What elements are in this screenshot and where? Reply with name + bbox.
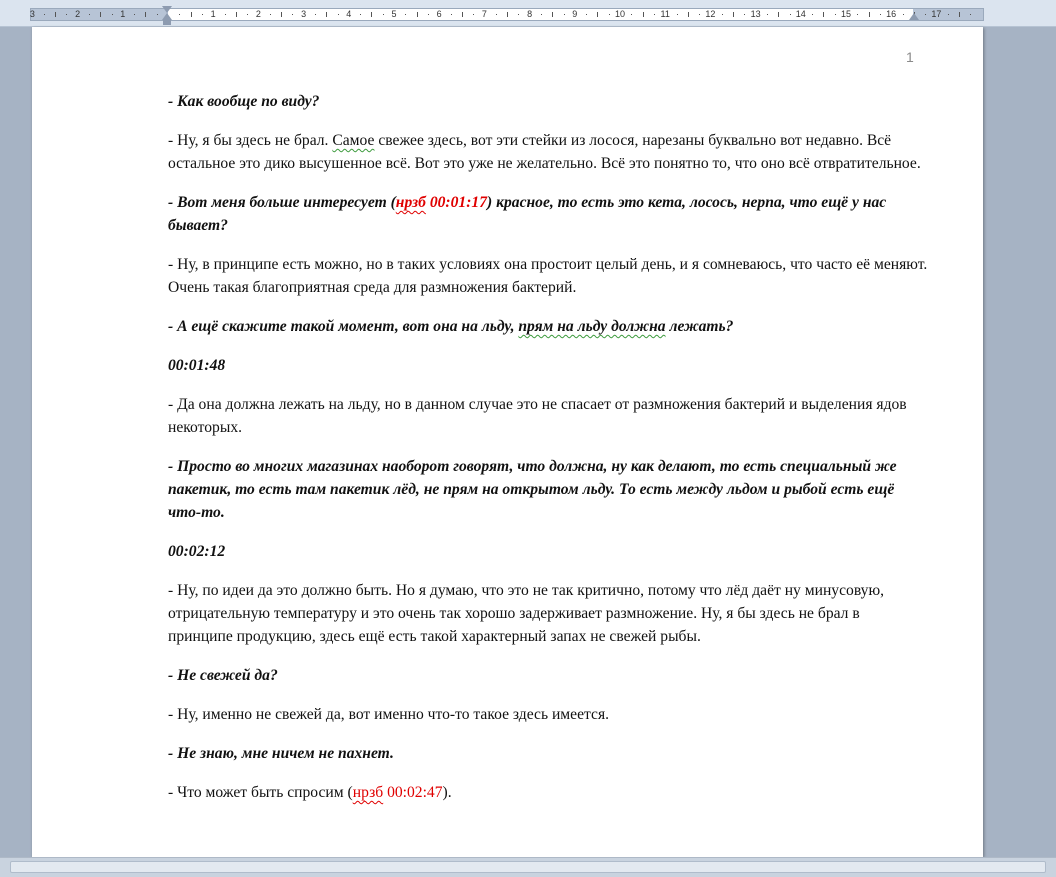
ruler-half-tick bbox=[597, 12, 598, 17]
ruler-label: 2 bbox=[75, 9, 81, 19]
ruler-label: 1 bbox=[120, 9, 126, 19]
ruler-quarter-tick bbox=[270, 14, 271, 15]
inaudible-timestamp: 00:02:47 bbox=[383, 784, 443, 801]
grammar-flagged-text: Самое bbox=[332, 132, 375, 149]
text-run: - Ну, в принципе есть можно, но в таких условиях она простоит целый день, и я сомневаюсь, что часто её меняют. Очень такая благоприятная среда для размножения бактерий. bbox=[168, 256, 928, 296]
text-run: - Просто во многих магазинах наоборот говорят, что должна, ну как делают, то есть специальный же пакетик, то есть там пакетик лёд, не прям на открытом льду. То есть между льдом и рыбой есть ещё что-то. bbox=[168, 458, 897, 521]
ruler-quarter-tick bbox=[654, 14, 655, 15]
interviewer-paragraph[interactable] bbox=[168, 455, 928, 524]
ruler-quarter-tick bbox=[134, 14, 135, 15]
ruler-quarter-tick bbox=[292, 14, 293, 15]
ruler-quarter-tick bbox=[541, 14, 542, 15]
interviewer-paragraph[interactable] bbox=[168, 315, 928, 338]
ruler-label: 2 bbox=[255, 9, 261, 19]
ruler-half-tick bbox=[778, 12, 779, 17]
ruler-half-tick bbox=[191, 12, 192, 17]
ruler-quarter-tick bbox=[338, 14, 339, 15]
ruler-label: 11 bbox=[660, 9, 670, 19]
ruler-label: 5 bbox=[391, 9, 397, 19]
ruler-label: 9 bbox=[572, 9, 578, 19]
ruler-half-tick bbox=[869, 12, 870, 17]
ruler-quarter-tick bbox=[744, 14, 745, 15]
left-indent-marker[interactable] bbox=[163, 20, 171, 25]
respondent-paragraph[interactable] bbox=[168, 703, 928, 726]
interviewer-paragraph[interactable] bbox=[168, 742, 928, 765]
text-run: - Ну, по идеи да это должно быть. Но я думаю, что это не так критично, потому что лёд даёт ну минусовую, отрицательную температуру и это очень так хорошо задерживает размножение. Ну, я бы здесь не брал в принципе продукцию, здесь ещё есть такой характерный запах не свежей рыбы. bbox=[168, 582, 884, 645]
respondent-paragraph[interactable] bbox=[168, 129, 928, 175]
ruler-half-tick bbox=[417, 12, 418, 17]
ruler-quarter-tick bbox=[157, 14, 158, 15]
interviewer-paragraph[interactable] bbox=[168, 191, 928, 237]
ruler-half-tick bbox=[236, 12, 237, 17]
ruler-quarter-tick bbox=[428, 14, 429, 15]
respondent-paragraph[interactable] bbox=[168, 393, 928, 439]
respondent-paragraph[interactable] bbox=[168, 579, 928, 648]
ruler-quarter-tick bbox=[812, 14, 813, 15]
ruler-quarter-tick bbox=[44, 14, 45, 15]
ruler-quarter-tick bbox=[925, 14, 926, 15]
horizontal-ruler[interactable] bbox=[0, 0, 1056, 27]
ruler-half-tick bbox=[281, 12, 282, 17]
page-number: 1 bbox=[906, 49, 914, 65]
ruler-quarter-tick bbox=[970, 14, 971, 15]
grammar-flagged-text: прям на льду должна bbox=[518, 318, 666, 335]
text-run: - Ну, я бы здесь не брал. bbox=[168, 132, 333, 149]
inaudible-marker: нрзб bbox=[395, 194, 426, 211]
document-body[interactable] bbox=[168, 90, 928, 820]
ruler-half-tick bbox=[100, 12, 101, 17]
ruler-half-tick bbox=[823, 12, 824, 17]
ruler-quarter-tick bbox=[790, 14, 791, 15]
respondent-paragraph[interactable] bbox=[168, 781, 928, 804]
ruler-label: 12 bbox=[705, 9, 716, 19]
ruler-half-tick bbox=[462, 12, 463, 17]
ruler-quarter-tick bbox=[247, 14, 248, 15]
ruler-quarter-tick bbox=[360, 14, 361, 15]
ruler-label: 10 bbox=[614, 9, 626, 19]
ruler-quarter-tick bbox=[66, 14, 67, 15]
ruler-label: 17 bbox=[931, 9, 942, 19]
ruler-label: 3 bbox=[301, 9, 307, 19]
interviewer-paragraph[interactable] bbox=[168, 664, 928, 687]
ruler-half-tick bbox=[733, 12, 734, 17]
ruler-label: 3 bbox=[29, 9, 35, 19]
ruler-quarter-tick bbox=[179, 14, 180, 15]
interviewer-paragraph[interactable] bbox=[168, 90, 928, 113]
ruler-half-tick bbox=[507, 12, 508, 17]
right-indent-marker[interactable] bbox=[909, 13, 919, 20]
ruler-quarter-tick bbox=[586, 14, 587, 15]
respondent-paragraph[interactable] bbox=[168, 253, 928, 299]
ruler-quarter-tick bbox=[383, 14, 384, 15]
ruler-half-tick bbox=[326, 12, 327, 17]
ruler-quarter-tick bbox=[89, 14, 90, 15]
text-run: - Как вообще по виду? bbox=[168, 93, 320, 110]
ruler-half-tick bbox=[371, 12, 372, 17]
text-run: 00:02:12 bbox=[168, 543, 226, 560]
ruler-quarter-tick bbox=[903, 14, 904, 15]
horizontal-scrollbar[interactable] bbox=[10, 861, 1046, 873]
ruler-label: 4 bbox=[346, 9, 352, 19]
ruler-half-tick bbox=[959, 12, 960, 17]
text-run: ). bbox=[442, 784, 452, 801]
ruler-quarter-tick bbox=[835, 14, 836, 15]
ruler-quarter-tick bbox=[880, 14, 881, 15]
ruler-quarter-tick bbox=[405, 14, 406, 15]
ruler-label: 15 bbox=[840, 9, 852, 19]
ruler-quarter-tick bbox=[722, 14, 723, 15]
text-run: - Не знаю, мне ничем не пахнет. bbox=[168, 745, 394, 762]
ruler-scale[interactable] bbox=[30, 8, 984, 21]
ruler-quarter-tick bbox=[564, 14, 565, 15]
ruler-quarter-tick bbox=[767, 14, 768, 15]
ruler-quarter-tick bbox=[496, 14, 497, 15]
ruler-quarter-tick bbox=[225, 14, 226, 15]
ruler-half-tick bbox=[643, 12, 644, 17]
ruler-quarter-tick bbox=[948, 14, 949, 15]
ruler-half-tick bbox=[145, 12, 146, 17]
interviewer-paragraph[interactable] bbox=[168, 354, 928, 377]
ruler-label: 1 bbox=[210, 9, 216, 19]
ruler-quarter-tick bbox=[315, 14, 316, 15]
ruler-quarter-tick bbox=[473, 14, 474, 15]
ruler-label: 7 bbox=[481, 9, 487, 19]
text-run: свежее здесь, вот эти стейки из лосося, нарезаны буквально вот недавно. Всё остальное это дико высушенное всё. Вот это уже не желательно. Всё это понятно то, что оно всё отвратительное. bbox=[168, 132, 921, 172]
text-run: - Ну, именно не свежей да, вот именно что-то такое здесь имеется. bbox=[168, 706, 610, 723]
first-line-indent-marker[interactable] bbox=[162, 6, 172, 13]
text-run: - Не свежей да? bbox=[168, 667, 278, 684]
ruler-half-tick bbox=[688, 12, 689, 17]
ruler-quarter-tick bbox=[857, 14, 858, 15]
text-run: 00:01:48 bbox=[168, 357, 226, 374]
text-run: - Вот меня больше интересует ( bbox=[168, 194, 396, 211]
ruler-label: 14 bbox=[795, 9, 806, 19]
ruler-quarter-tick bbox=[202, 14, 203, 15]
ruler-quarter-tick bbox=[451, 14, 452, 15]
text-run: - А ещё скажите такой момент, вот она на льду, bbox=[168, 318, 519, 335]
hanging-indent-marker[interactable] bbox=[162, 13, 172, 20]
ruler-quarter-tick bbox=[631, 14, 632, 15]
ruler-label: 6 bbox=[436, 9, 442, 19]
ruler-quarter-tick bbox=[699, 14, 700, 15]
bottom-area bbox=[0, 857, 1056, 877]
text-run: - Да она должна лежать на льду, но в данном случае это не спасает от размножения бактерий и выделения ядов некоторых. bbox=[168, 396, 907, 436]
inaudible-timestamp: 00:01:17 bbox=[425, 194, 487, 211]
ruler-quarter-tick bbox=[677, 14, 678, 15]
ruler-label: 13 bbox=[750, 9, 761, 19]
text-run: лежать? bbox=[665, 318, 734, 335]
ruler-quarter-tick bbox=[609, 14, 610, 15]
ruler-half-tick bbox=[552, 12, 553, 17]
inaudible-marker: нрзб bbox=[352, 784, 384, 801]
text-run: ) красное, то есть это кета, лосось, нерпа, что ещё у нас бывает? bbox=[168, 194, 887, 234]
ruler-label: 16 bbox=[886, 9, 897, 19]
ruler-half-tick bbox=[55, 12, 56, 17]
document-page[interactable] bbox=[32, 27, 983, 857]
interviewer-paragraph[interactable] bbox=[168, 540, 928, 563]
ruler-quarter-tick bbox=[112, 14, 113, 15]
ruler-quarter-tick bbox=[518, 14, 519, 15]
ruler-label: 8 bbox=[527, 9, 533, 19]
text-run: - Что может быть спросим ( bbox=[168, 784, 353, 801]
